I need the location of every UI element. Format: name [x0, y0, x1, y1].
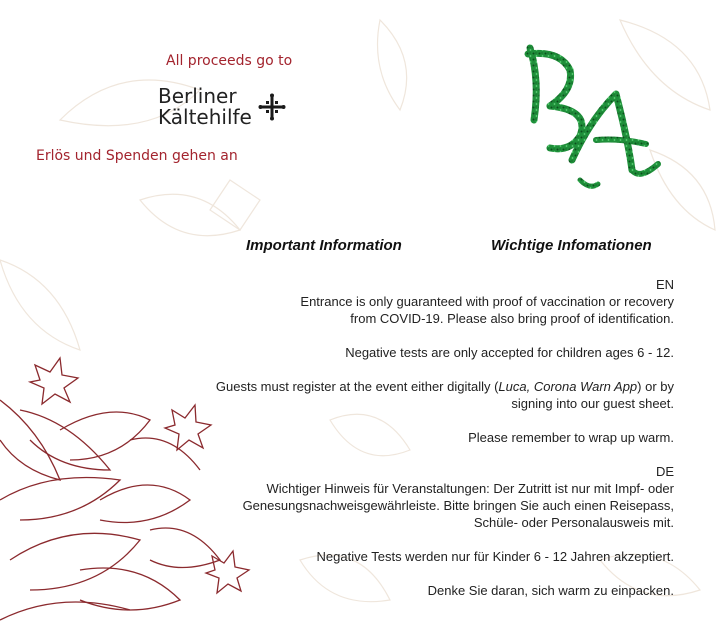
entrance-line-2: from COVID-19. Please also bring proof of identification. [350, 311, 674, 326]
hinweis-line-2: Genesungsnachweisgewährleiste. Bitte bringen Sie auch einen Reisepass, [242, 498, 674, 513]
ba-monogram-logo [520, 40, 670, 200]
charity-name-line2: Kältehilfe [158, 105, 252, 129]
cross-star-icon [258, 93, 286, 121]
heading-important-information: Important Information [246, 237, 402, 254]
charity-name-line1: Berliner [158, 84, 237, 108]
tests-de: Negative Tests werden nur für Kinder 6 - 12 Jahren akzeptiert. [316, 549, 674, 564]
hinweis-line-1: Wichtiger Hinweis für Veranstaltungen: Der Zutritt ist nur mit Impf- oder [266, 481, 674, 496]
charity-logo [158, 86, 298, 134]
register-prefix: Guests must register at the event either digitally ( [215, 379, 499, 394]
register-line-2: signing into our guest sheet. [511, 396, 674, 411]
register-suffix: ) or by [637, 379, 674, 394]
lang-label-de: DE [655, 464, 674, 479]
heading-wichtige-informationen: Wichtige Infomationen [491, 237, 652, 254]
entrance-line-1: Entrance is only guaranteed with proof of vaccination or recovery [300, 294, 674, 309]
tests-en: Negative tests are only accepted for children ages 6 - 12. [345, 345, 674, 360]
warm-de: Denke Sie daran, sich warm zu einpacken. [427, 583, 674, 598]
lang-label-en: EN [655, 277, 674, 292]
register-line-1 [174, 378, 674, 395]
hinweis-line-3: Schüle- oder Personalausweis mit. [473, 515, 674, 530]
proceeds-german: Erlös und Spenden gehen an [36, 148, 238, 164]
proceeds-english: All proceeds go to [166, 53, 293, 69]
register-apps: Luca, Corona Warn App [498, 379, 638, 394]
information-body [174, 276, 674, 599]
warm-en: Please remember to wrap up warm. [468, 430, 674, 445]
